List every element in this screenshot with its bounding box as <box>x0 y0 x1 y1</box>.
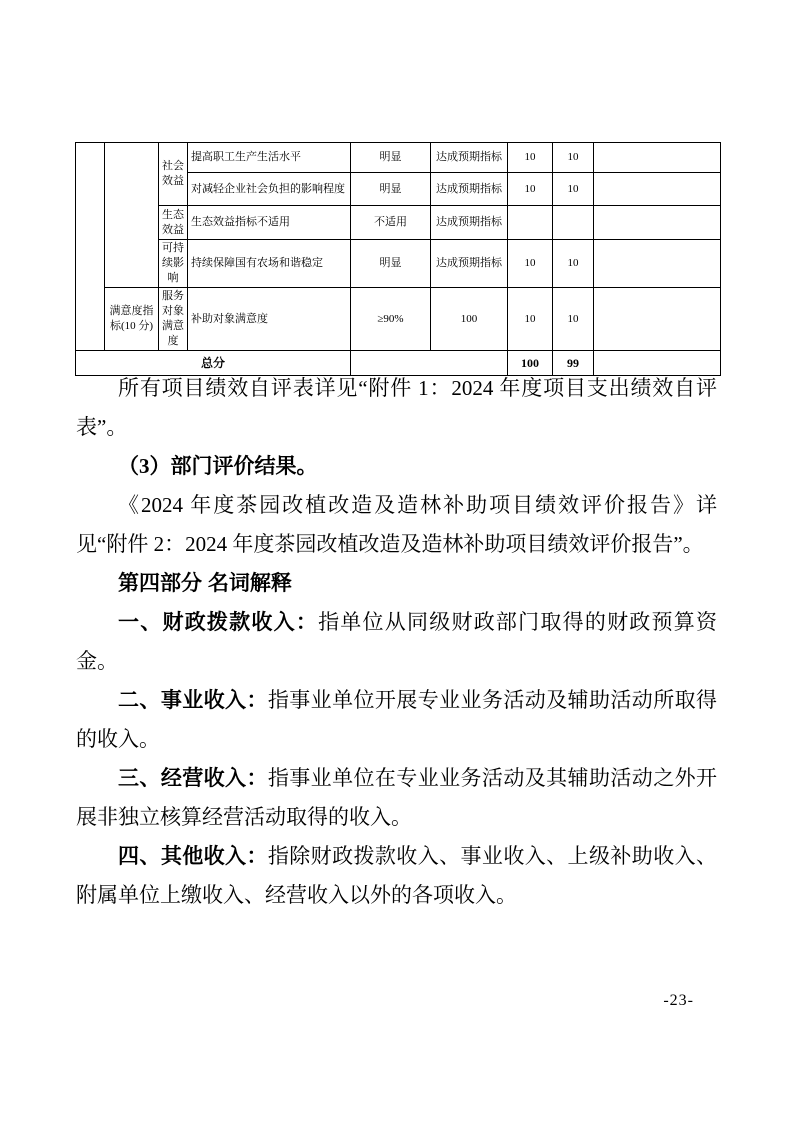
term-lead: 一、财政拨款收入： <box>118 610 319 634</box>
cell-actual-value: 达成预期指标 <box>431 206 508 240</box>
cell-category-service-object-satisfaction: 服务对象满意度 <box>159 288 188 351</box>
cell-target-value: 明显 <box>351 143 431 173</box>
cell-remark <box>594 240 721 288</box>
cell-remark <box>594 143 721 173</box>
term-text: 指除财政拨款收入、事业收入、上级补助收入、附属单位上缴收入、经营收入以外的各项收入。 <box>76 844 718 907</box>
cell-group-continuation <box>105 143 159 288</box>
cell-actual-value: 达成预期指标 <box>431 173 508 206</box>
cell-target-value: 明显 <box>351 240 431 288</box>
cell-full-score: 10 <box>508 173 553 206</box>
cell-group-satisfaction-indicator: 满意度指标(10 分) <box>105 288 159 351</box>
cell-indicator: 持续保障国有农场和谐稳定 <box>188 240 351 288</box>
cell-indicator: 生态效益指标不适用 <box>188 206 351 240</box>
cell-full-score: 10 <box>508 143 553 173</box>
cell-target-value: 明显 <box>351 173 431 206</box>
cell-score <box>553 206 594 240</box>
cell-category-ecological-benefit: 生态效益 <box>159 206 188 240</box>
term-lead: 三、经营收入： <box>118 766 268 790</box>
heading-dept-evaluation-result: （3）部门评价结果。 <box>118 454 318 478</box>
table-row <box>76 240 721 288</box>
cell-remark <box>594 173 721 206</box>
table-row <box>76 288 721 351</box>
cell-score: 10 <box>553 240 594 288</box>
paragraph-self-eval-note: 所有项目绩效自评表详见“附件 1：2024 年度项目支出绩效自评表”。 <box>76 376 717 439</box>
cell-score: 10 <box>553 173 594 206</box>
cell-full-score <box>508 206 553 240</box>
term-text: 指单位从同级财政部门取得的财政预算资金。 <box>76 610 717 673</box>
term-definition-operating-income <box>76 759 717 837</box>
cell-left-continuation <box>76 143 105 351</box>
cell-category-social-benefit: 社会效益 <box>159 143 188 206</box>
table-row <box>76 143 721 173</box>
term-definition-fiscal-appropriation-income <box>76 603 717 681</box>
cell-actual-value: 达成预期指标 <box>431 143 508 173</box>
cell-remark <box>594 288 721 351</box>
cell-total-full-score: 100 <box>508 351 553 376</box>
term-lead: 二、事业收入： <box>118 688 268 712</box>
term-lead: 四、其他收入： <box>118 844 268 868</box>
term-text: 指事业单位在专业业务活动及其辅助活动之外开展非独立核算经营活动取得的收入。 <box>76 766 718 829</box>
cell-target-value: ≥90% <box>351 288 431 351</box>
cell-target-value: 不适用 <box>351 206 431 240</box>
paragraph-report-reference: 《2024 年度茶园改植改造及造林补助项目绩效评价报告》详见“附件 2：2024 年度茶园改植改造及造林补助项目绩效评价报告”。 <box>76 493 717 556</box>
cell-actual-value: 100 <box>431 288 508 351</box>
table-row <box>76 206 721 240</box>
cell-indicator: 对减轻企业社会负担的影响程度 <box>188 173 351 206</box>
document-body <box>76 369 717 915</box>
cell-total-label: 总分 <box>76 351 351 376</box>
cell-category-sustainable-impact: 可持续影响 <box>159 240 188 288</box>
cell-indicator: 提高职工生产生活水平 <box>188 143 351 173</box>
heading-part4-glossary: 第四部分 名词解释 <box>118 572 292 595</box>
cell-remark <box>594 206 721 240</box>
cell-full-score: 10 <box>508 240 553 288</box>
cell-full-score: 10 <box>508 288 553 351</box>
performance-indicator-table <box>75 142 721 376</box>
page-number: -23- <box>663 992 694 1009</box>
cell-total-score: 99 <box>553 351 594 376</box>
term-definition-other-income <box>76 837 717 915</box>
term-definition-institutional-income <box>76 681 717 759</box>
cell-actual-value: 达成预期指标 <box>431 240 508 288</box>
cell-score: 10 <box>553 143 594 173</box>
term-text: 指事业单位开展专业业务活动及辅助活动所取得的收入。 <box>76 688 718 751</box>
cell-indicator: 补助对象满意度 <box>188 288 351 351</box>
cell-score: 10 <box>553 288 594 351</box>
